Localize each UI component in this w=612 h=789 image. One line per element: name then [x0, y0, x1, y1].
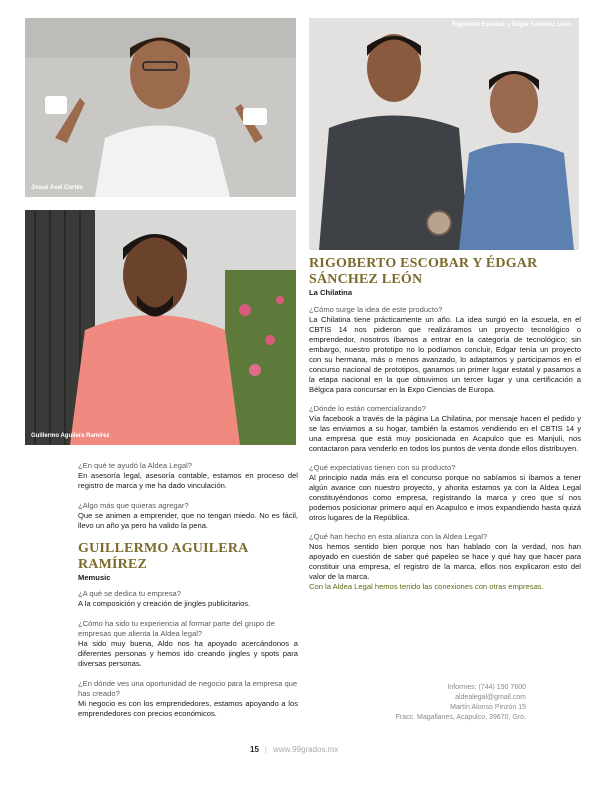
company-name: La Chilatina: [309, 288, 353, 297]
question: ¿Cómo surge la idea de este producto?: [309, 305, 443, 314]
answer: Que se animen a emprender, que no tengan miedo. No es fácil, llevo un año ya pero ha valido la pena.: [78, 511, 298, 530]
contact-city: Fracc. Magallanes, Acapulco, 39670, Gro.: [395, 714, 526, 721]
photo-guillermo: [25, 210, 296, 445]
answer: Al principio nada más era el concurso porque no sabíamos si íbamos a tener algún avance con nuestro proyecto, y ahorita estamos ya con la Aldea Legal constituyéndonos como empresa, registrando la marca y creo que sí nos podemos posicionar primero aquí en Acapulco e irnos expandiendo hasta quizá otros lugares de la República.: [309, 473, 581, 522]
right-column: [309, 256, 581, 592]
photo-caption: Rigoberto Escobar y Édgar Sánchez León: [451, 22, 571, 28]
question: ¿En dónde ves una oportunidad de negocio para la empresa que has creado?: [78, 679, 298, 698]
question: ¿Algo más que quieras agregar?: [78, 501, 189, 510]
photo-rigoberto-edgar: [309, 18, 579, 250]
photo-rigoberto-edgar-image: [309, 18, 579, 250]
question: ¿Qué han hecho en esta alianza con la Aldea Legal?: [309, 532, 488, 541]
answer: Vía facebook a través de la página La Chilatina, por mensaje hacen el pedido y se las enviamos a su hogar, también la estamos vendiendo en el CBTIS 14 y una empresa que está muy posicionada en Acapulco que es Manjuli, nos contactaron para venderlo en todos los puntos de venta donde ellos distribuyen.: [309, 414, 581, 453]
interviewee-name-line: SÁNCHEZ LEÓN: [309, 272, 423, 287]
interviewee-name: GUILLERMO AGUILERA RAMÍREZ: [78, 541, 248, 572]
contact-email: aldealegal@gmail.com: [455, 694, 526, 701]
interviewee-name-line: RIGOBERTO ESCOBAR Y ÉDGAR: [309, 256, 538, 271]
answer-highlight: Con la Aldea Legal hemos tenido las conexiones con otras empresas.: [309, 582, 544, 591]
question: ¿A qué se dedica tu empresa?: [78, 589, 182, 598]
page-number: 15: [250, 745, 259, 754]
contact-phone: Informes: (744) 190 7600: [447, 684, 526, 691]
question: ¿Dónde lo están comercializando?: [309, 404, 426, 413]
answer: Ha sido muy buena, Aldo nos ha apoyado acercándonos a diferentes personas y hemos ido creando jingles y spots para diversas personas.: [78, 639, 298, 668]
answer: En asesoría legal, asesoría contable, estamos en proceso del registro de marca y me ha dado vinculación.: [78, 471, 298, 490]
question: ¿En qué te ayudó la Aldea Legal?: [78, 461, 192, 470]
answer: Mi negocio es con los emprendedores, estamos apoyando a los emprendedores con precios económicos.: [78, 699, 298, 718]
photo-guillermo-image: [25, 210, 296, 445]
photo-caption: Guillermo Aguilera Ramírez: [31, 433, 110, 439]
page-footer: [250, 745, 338, 754]
footer-divider: |: [264, 745, 267, 754]
interviewee-name: [309, 256, 581, 288]
question: ¿Qué expectativas tienen con su producto?: [309, 463, 456, 472]
company-name: Memusic: [78, 573, 111, 582]
answer: A la composición y creación de jingles publicitarios.: [78, 599, 251, 608]
answer: Nos hemos sentido bien porque nos han hablado con la verdad, nos han apoyado en cuestión de saber qué papeleo se hace y qué hay que hacer para constituir una empresa, el registro de la marca, ellos nos explicaron esto del valor de la marca.: [309, 542, 581, 581]
contact-info: [396, 683, 526, 723]
photo-josue-image: [25, 18, 296, 197]
contact-address: Martín Alonso Pinzón 15: [450, 704, 526, 711]
left-column: [78, 461, 298, 719]
question: ¿Cómo ha sido tu experiencia al formar parte del grupo de empresas que alienta la Aldea legal?: [78, 619, 275, 638]
website-link[interactable]: www.99grados.mx: [272, 745, 339, 754]
photo-josue: [25, 18, 296, 197]
photo-caption: Josué Axel Cortés: [31, 185, 84, 191]
answer: La Chilatina tiene prácticamente un año. La idea surgió en la escuela, en el CBTIS 14 nos pidieron que realizáramos un proyecto tecnológico o emprendedor, nosotros íbamos a entrar en la categoría de tecnológico; sin embargo, nuestro prototipo no lo podíamos concluir, Edgar tenía un proyecto con su hermana, más o menos avanzado, lo adaptamos y participamos en el concurso nacional de prototipos, ganamos un primer lugar estatal y pasamos a la etapa nacional en la que obtuvimos un tercer lugar y una certificación a Bélgica para concursar en la Expo Ciencias de Europa.: [309, 315, 581, 394]
